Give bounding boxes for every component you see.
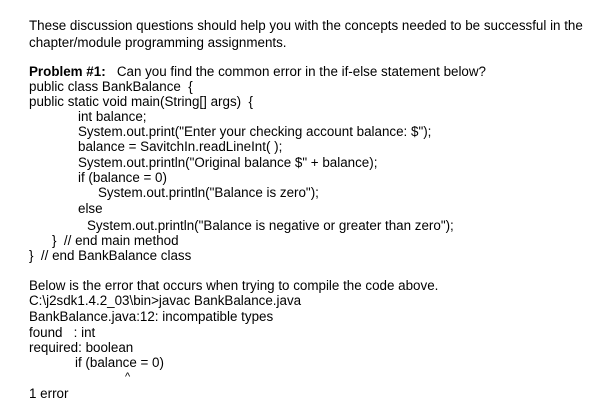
error-output-line: if (balance = 0) [75, 355, 164, 370]
error-output-line: found : int [29, 325, 96, 340]
error-caret: ^ [125, 371, 131, 383]
intro-line-2: chapter/module programming assignments. [29, 35, 287, 50]
code-line: if (balance = 0) [78, 170, 167, 185]
code-line: } // end BankBalance class [29, 248, 192, 263]
code-line: } // end main method [52, 233, 179, 248]
error-output-line: C:\j2sdk1.4.2_03\bin>javac BankBalance.java [29, 293, 302, 308]
code-line: else [78, 201, 103, 216]
error-output-line: 1 error [29, 386, 69, 401]
code-line: balance = SavitchIn.readLineInt( ); [78, 139, 283, 154]
problem-question: Can you find the common error in the if-else statement below? [116, 64, 486, 79]
code-line: public class BankBalance { [29, 79, 193, 94]
code-line: System.out.println("Balance is zero"); [98, 185, 319, 200]
code-line: public static void main(String[] args) { [29, 94, 254, 109]
error-intro: Below is the error that occurs when trying to compile the code above. [29, 278, 439, 293]
problem-label: Problem #1: [29, 64, 106, 79]
code-line: System.out.print("Enter your checking account balance: $"); [78, 124, 432, 139]
error-output-line: required: boolean [29, 340, 134, 355]
problem-heading [29, 64, 486, 80]
intro-line-1: These discussion questions should help you with the concepts needed to be successful in the [29, 18, 583, 33]
code-line: int balance; [78, 109, 147, 124]
code-line: System.out.println("Balance is negative or greater than zero"); [87, 218, 454, 233]
code-line: System.out.println("Original balance $" + balance); [78, 155, 378, 170]
error-output-line: BankBalance.java:12: incompatible types [29, 309, 274, 324]
